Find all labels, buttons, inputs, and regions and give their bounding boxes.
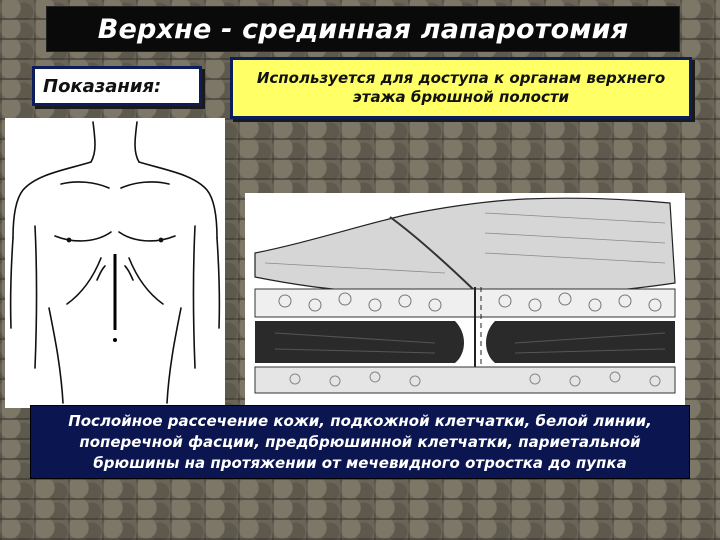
indications-label-box [32,66,202,106]
indications-label: Показания: [43,75,162,97]
slide-title-box [46,6,680,52]
torso-drawing [5,118,225,408]
description-box [30,405,690,479]
description-text: Послойное рассечение кожи, подкожной клетчатки, белой линии, поперечной фасции, предбрюшинной клетчатки, париетальной брюшины на протяжении от мечевидного отростка до пупка [68,411,652,472]
layers-drawing [245,193,685,406]
slide-title: Верхне - срединная лапаротомия [97,13,629,45]
indications-text-box [230,57,692,119]
indications-text: Используется для доступа к органам верхнего этажа брюшной полости [256,69,666,106]
abdominal-wall-layers-illustration [245,193,685,406]
torso-incision-illustration [5,118,225,408]
